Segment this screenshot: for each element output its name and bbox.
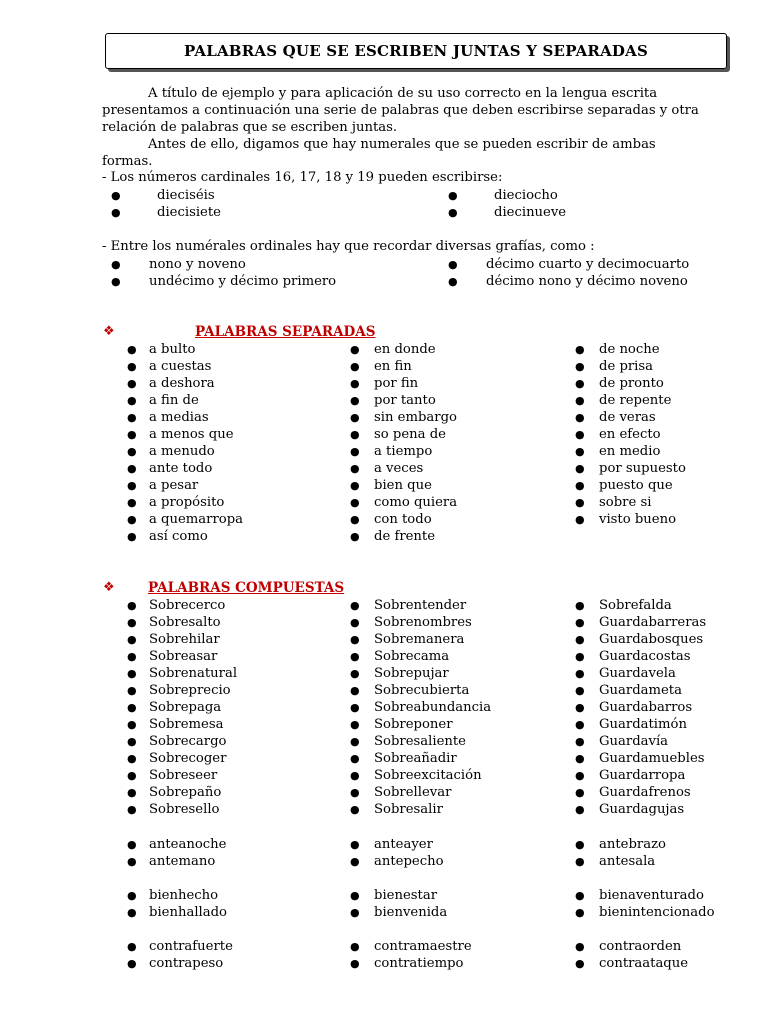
- list-item-text: Sobremanera: [374, 632, 465, 647]
- list-item-text: diecinueve: [494, 205, 567, 220]
- list-item-text: Sobreañadir: [374, 751, 457, 766]
- list-item-text: a menos que: [149, 427, 234, 442]
- bullet-icon: ●: [575, 616, 585, 629]
- bullet-icon: ●: [575, 411, 585, 424]
- bullet-icon: ●: [575, 957, 585, 970]
- bullet-icon: ●: [350, 530, 360, 543]
- bullet-icon: ●: [448, 206, 458, 219]
- list-item-text: nono y noveno: [149, 257, 246, 272]
- bullet-icon: ●: [350, 377, 360, 390]
- bullet-icon: ●: [111, 206, 121, 219]
- bullet-icon: ●: [575, 803, 585, 816]
- diamond-bullet-icon: ❖: [103, 580, 115, 595]
- bullet-icon: ●: [127, 599, 137, 612]
- list-item-text: así como: [149, 529, 208, 544]
- bullet-icon: ●: [127, 752, 137, 765]
- list-item-text: Guardabarros: [599, 700, 693, 715]
- list-item-text: a pesar: [149, 478, 199, 493]
- bullet-icon: ●: [127, 377, 137, 390]
- bullet-icon: ●: [575, 377, 585, 390]
- list-item-text: ante todo: [149, 461, 213, 476]
- list-item-text: Sobresello: [149, 802, 220, 817]
- ordinales-heading: - Entre los numérales ordinales hay que recordar diversas grafías, como :: [102, 239, 595, 254]
- bullet-icon: ●: [350, 855, 360, 868]
- list-item-text: a menudo: [149, 444, 215, 459]
- bullet-icon: ●: [350, 650, 360, 663]
- bullet-icon: ●: [350, 718, 360, 731]
- list-item-text: dieciséis: [157, 188, 215, 203]
- list-item-text: contramaestre: [374, 939, 472, 954]
- list-item-text: puesto que: [599, 478, 673, 493]
- list-item-text: Sobresalir: [374, 802, 443, 817]
- bullet-icon: ●: [127, 496, 137, 509]
- list-item-text: bien que: [374, 478, 432, 493]
- bullet-icon: ●: [350, 633, 360, 646]
- bullet-icon: ●: [127, 718, 137, 731]
- list-item-text: contrapeso: [149, 956, 224, 971]
- bullet-icon: ●: [575, 599, 585, 612]
- list-item-text: visto bueno: [599, 512, 677, 527]
- bullet-icon: ●: [127, 906, 137, 919]
- list-item-text: en efecto: [599, 427, 661, 442]
- bullet-icon: ●: [127, 479, 137, 492]
- list-item-text: en medio: [599, 444, 661, 459]
- bullet-icon: ●: [127, 650, 137, 663]
- list-item-text: Sobreasar: [149, 649, 218, 664]
- list-item-text: Sobreponer: [374, 717, 453, 732]
- bullet-icon: ●: [127, 855, 137, 868]
- list-item-text: Sobrenombres: [374, 615, 472, 630]
- bullet-icon: ●: [111, 258, 121, 271]
- bullet-icon: ●: [350, 684, 360, 697]
- list-item-text: a cuestas: [149, 359, 212, 374]
- bullet-icon: ●: [575, 906, 585, 919]
- bullet-icon: ●: [575, 889, 585, 902]
- list-item-text: Guardavela: [599, 666, 676, 681]
- bullet-icon: ●: [575, 394, 585, 407]
- bullet-icon: ●: [575, 343, 585, 356]
- bullet-icon: ●: [127, 838, 137, 851]
- bullet-icon: ●: [350, 360, 360, 373]
- bullet-icon: ●: [350, 752, 360, 765]
- bullet-icon: ●: [575, 786, 585, 799]
- bullet-icon: ●: [127, 701, 137, 714]
- bullet-icon: ●: [350, 411, 360, 424]
- bullet-icon: ●: [127, 428, 137, 441]
- list-item-text: Guardamuebles: [599, 751, 705, 766]
- list-item-text: a veces: [374, 461, 424, 476]
- list-item-text: contraorden: [599, 939, 682, 954]
- list-item-text: diecisiete: [157, 205, 221, 220]
- bullet-icon: ●: [350, 496, 360, 509]
- list-item-text: bienhecho: [149, 888, 219, 903]
- bullet-icon: ●: [350, 906, 360, 919]
- bullet-icon: ●: [127, 957, 137, 970]
- intro-text: [102, 85, 702, 170]
- list-item-text: Guardabarreras: [599, 615, 707, 630]
- list-item-text: de noche: [599, 342, 660, 357]
- list-item-text: Sobrecerco: [149, 598, 226, 613]
- cardinales-heading: - Los números cardinales 16, 17, 18 y 19 pueden escribirse:: [102, 170, 503, 185]
- list-item-text: Sobrenatural: [149, 666, 238, 681]
- list-item-text: a deshora: [149, 376, 215, 391]
- list-item-text: anteayer: [374, 837, 433, 852]
- bullet-icon: ●: [350, 769, 360, 782]
- intro-paragraph-2: Antes de ello, digamos que hay numerales que se pueden escribir de ambas formas.: [102, 137, 656, 169]
- list-item-text: a quemarropa: [149, 512, 244, 527]
- bullet-icon: ●: [350, 889, 360, 902]
- list-item-text: antemano: [149, 854, 216, 869]
- list-item-text: Sobreseer: [149, 768, 218, 783]
- bullet-icon: ●: [127, 513, 137, 526]
- list-item-text: por fin: [374, 376, 419, 391]
- list-item-text: dieciocho: [494, 188, 558, 203]
- bullet-icon: ●: [575, 855, 585, 868]
- list-item-text: antesala: [599, 854, 656, 869]
- bullet-icon: ●: [350, 957, 360, 970]
- bullet-icon: ●: [350, 735, 360, 748]
- list-item-text: por tanto: [374, 393, 436, 408]
- list-item-text: antebrazo: [599, 837, 666, 852]
- list-item-text: a bulto: [149, 342, 196, 357]
- separadas-heading: PALABRAS SEPARADAS: [195, 324, 376, 340]
- bullet-icon: ●: [575, 940, 585, 953]
- bullet-icon: ●: [575, 684, 585, 697]
- list-item-text: Sobrentender: [374, 598, 467, 613]
- compuestas-heading: PALABRAS COMPUESTAS: [148, 580, 345, 596]
- list-item-text: Guardabosques: [599, 632, 704, 647]
- bullet-icon: ●: [127, 667, 137, 680]
- list-item-text: Sobreprecio: [149, 683, 231, 698]
- list-item-text: contraataque: [599, 956, 689, 971]
- bullet-icon: ●: [127, 411, 137, 424]
- list-item-text: de prisa: [599, 359, 654, 374]
- bullet-icon: ●: [127, 889, 137, 902]
- bullet-icon: ●: [575, 718, 585, 731]
- list-item-text: antepecho: [374, 854, 444, 869]
- bullet-icon: ●: [111, 189, 121, 202]
- bullet-icon: ●: [575, 701, 585, 714]
- list-item-text: décimo cuarto y decimocuarto: [486, 257, 690, 272]
- bullet-icon: ●: [350, 838, 360, 851]
- list-item-text: de veras: [599, 410, 656, 425]
- bullet-icon: ●: [575, 769, 585, 782]
- bullet-icon: ●: [350, 667, 360, 680]
- bullet-icon: ●: [448, 258, 458, 271]
- list-item-text: a tiempo: [374, 444, 433, 459]
- list-item-text: Sobrefalda: [599, 598, 672, 613]
- bullet-icon: ●: [575, 428, 585, 441]
- list-item-text: bienvenida: [374, 905, 448, 920]
- list-item-text: Guardagujas: [599, 802, 685, 817]
- bullet-icon: ●: [575, 496, 585, 509]
- bullet-icon: ●: [127, 530, 137, 543]
- page-title: PALABRAS QUE SE ESCRIBEN JUNTAS Y SEPARADAS: [105, 33, 727, 69]
- list-item-text: Sobrecargo: [149, 734, 227, 749]
- list-item-text: Sobrellevar: [374, 785, 452, 800]
- bullet-icon: ●: [127, 684, 137, 697]
- bullet-icon: ●: [127, 360, 137, 373]
- list-item-text: a propósito: [149, 495, 225, 510]
- list-item-text: Sobrepaño: [149, 785, 222, 800]
- list-item-text: anteanoche: [149, 837, 227, 852]
- list-item-text: bienhallado: [149, 905, 227, 920]
- list-item-text: Guardarropa: [599, 768, 686, 783]
- list-item-text: de pronto: [599, 376, 664, 391]
- list-item-text: por supuesto: [599, 461, 686, 476]
- list-item-text: Sobrecoger: [149, 751, 227, 766]
- list-item-text: de frente: [374, 529, 436, 544]
- bullet-icon: ●: [127, 803, 137, 816]
- bullet-icon: ●: [350, 513, 360, 526]
- list-item-text: Sobremesa: [149, 717, 224, 732]
- list-item-text: bienintencionado: [599, 905, 715, 920]
- diamond-bullet-icon: ❖: [103, 324, 115, 339]
- bullet-icon: ●: [448, 189, 458, 202]
- list-item-text: en fin: [374, 359, 412, 374]
- bullet-icon: ●: [350, 940, 360, 953]
- bullet-icon: ●: [350, 616, 360, 629]
- bullet-icon: ●: [350, 786, 360, 799]
- list-item-text: contrafuerte: [149, 939, 233, 954]
- list-item-text: Sobresaliente: [374, 734, 466, 749]
- bullet-icon: ●: [575, 462, 585, 475]
- bullet-icon: ●: [575, 735, 585, 748]
- bullet-icon: ●: [127, 633, 137, 646]
- bullet-icon: ●: [575, 633, 585, 646]
- list-item-text: de repente: [599, 393, 672, 408]
- bullet-icon: ●: [575, 650, 585, 663]
- list-item-text: Sobreexcitación: [374, 768, 482, 783]
- list-item-text: Sobrecubierta: [374, 683, 470, 698]
- bullet-icon: ●: [350, 479, 360, 492]
- list-item-text: Sobreabundancia: [374, 700, 492, 715]
- bullet-icon: ●: [350, 599, 360, 612]
- list-item-text: en donde: [374, 342, 436, 357]
- bullet-icon: ●: [350, 428, 360, 441]
- list-item-text: sin embargo: [374, 410, 457, 425]
- list-item-text: Sobrehilar: [149, 632, 220, 647]
- bullet-icon: ●: [575, 838, 585, 851]
- bullet-icon: ●: [350, 803, 360, 816]
- list-item-text: Sobrecama: [374, 649, 450, 664]
- bullet-icon: ●: [127, 462, 137, 475]
- list-item-text: contratiempo: [374, 956, 464, 971]
- bullet-icon: ●: [127, 616, 137, 629]
- intro-paragraph-1: A título de ejemplo y para aplicación de su uso correcto en la lengua escrita presentamos a continuación una serie de palabras que deben escribirse separadas y otra relación de palabras que se escriben juntas.: [102, 86, 699, 135]
- list-item-text: Guardacostas: [599, 649, 691, 664]
- bullet-icon: ●: [350, 462, 360, 475]
- bullet-icon: ●: [127, 786, 137, 799]
- bullet-icon: ●: [127, 940, 137, 953]
- list-item-text: décimo nono y décimo noveno: [486, 274, 688, 289]
- bullet-icon: ●: [350, 445, 360, 458]
- bullet-icon: ●: [127, 735, 137, 748]
- bullet-icon: ●: [575, 479, 585, 492]
- bullet-icon: ●: [127, 343, 137, 356]
- list-item-text: bienestar: [374, 888, 437, 903]
- bullet-icon: ●: [127, 445, 137, 458]
- list-item-text: Guardavía: [599, 734, 669, 749]
- list-item-text: Guardameta: [599, 683, 682, 698]
- bullet-icon: ●: [111, 275, 121, 288]
- list-item-text: a fin de: [149, 393, 199, 408]
- list-item-text: Guardafrenos: [599, 785, 691, 800]
- list-item-text: con todo: [374, 512, 432, 527]
- bullet-icon: ●: [575, 445, 585, 458]
- bullet-icon: ●: [350, 701, 360, 714]
- list-item-text: como quiera: [374, 495, 458, 510]
- list-item-text: Guardatimón: [599, 717, 687, 732]
- list-item-text: undécimo y décimo primero: [149, 274, 337, 289]
- bullet-icon: ●: [127, 394, 137, 407]
- list-item-text: Sobresalto: [149, 615, 221, 630]
- list-item-text: so pena de: [374, 427, 446, 442]
- bullet-icon: ●: [575, 752, 585, 765]
- bullet-icon: ●: [350, 394, 360, 407]
- bullet-icon: ●: [575, 667, 585, 680]
- bullet-icon: ●: [448, 275, 458, 288]
- list-item-text: Sobrepujar: [374, 666, 449, 681]
- list-item-text: Sobrepaga: [149, 700, 222, 715]
- bullet-icon: ●: [350, 343, 360, 356]
- bullet-icon: ●: [127, 769, 137, 782]
- bullet-icon: ●: [575, 360, 585, 373]
- list-item-text: bienaventurado: [599, 888, 704, 903]
- list-item-text: sobre si: [599, 495, 652, 510]
- bullet-icon: ●: [575, 513, 585, 526]
- list-item-text: a medias: [149, 410, 209, 425]
